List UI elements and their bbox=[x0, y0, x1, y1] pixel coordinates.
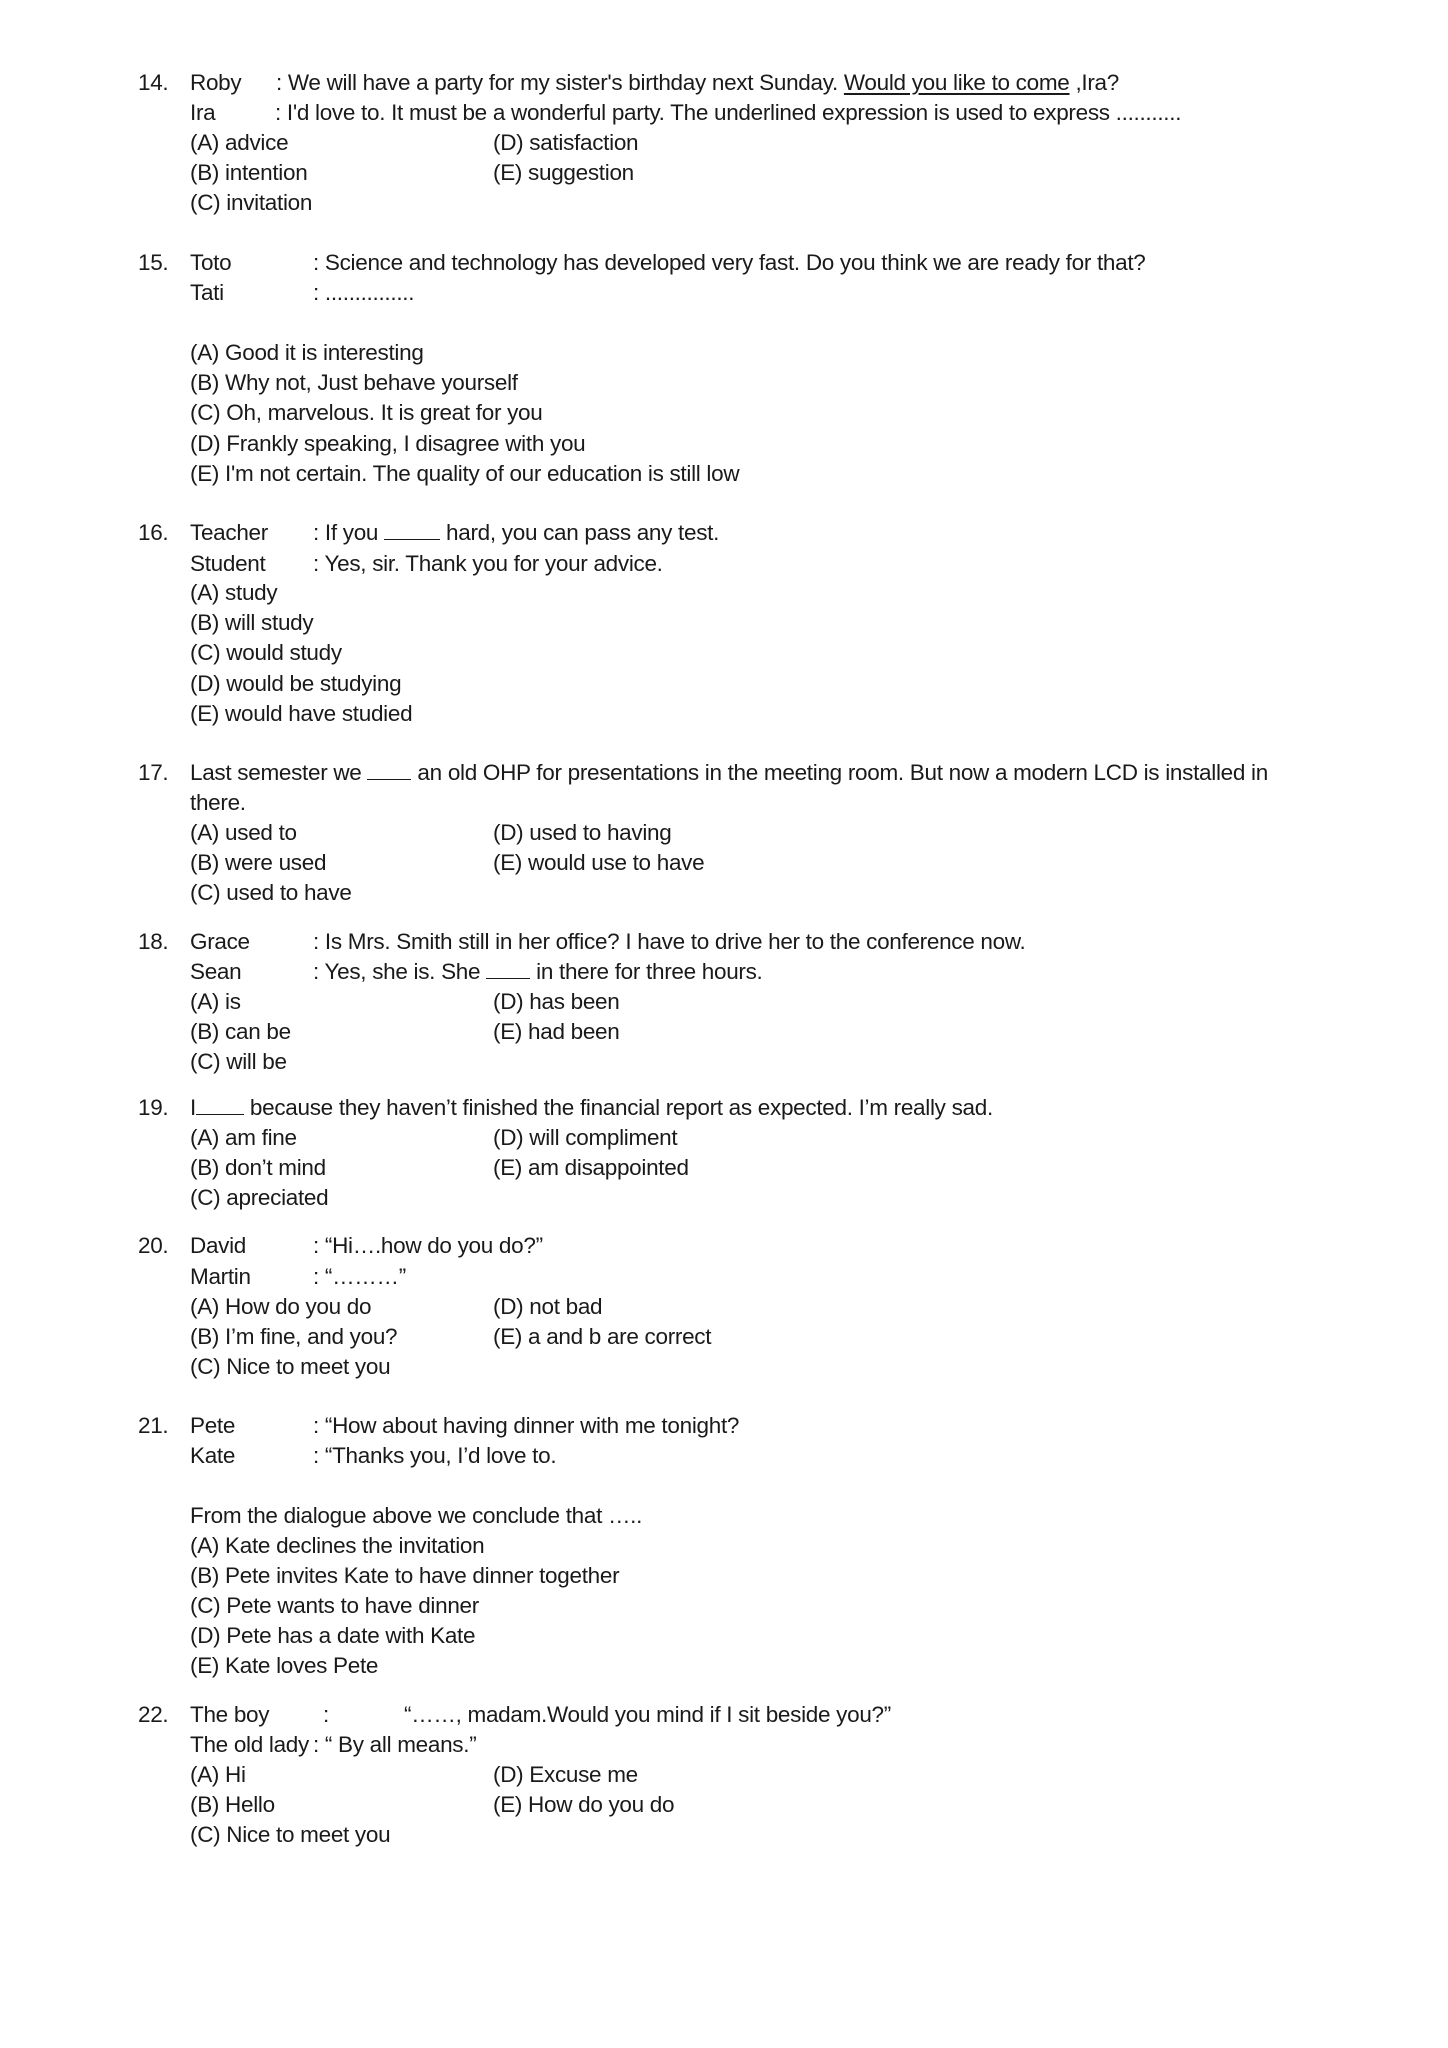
option-d: (D) used to having bbox=[493, 820, 672, 845]
text: because they haven’t finished the financial report as expected. I’m really sad. bbox=[243, 1095, 993, 1120]
text: : Yes, she is. She bbox=[313, 959, 487, 984]
option-e: (E) suggestion bbox=[493, 160, 634, 185]
dialogue-line-1 bbox=[276, 68, 1119, 98]
option-b: (B) Pete invites Kate to have dinner together bbox=[190, 1563, 620, 1588]
question-number: 17. bbox=[138, 760, 169, 785]
question-number: 21. bbox=[138, 1413, 169, 1438]
dialogue-line-2 bbox=[313, 957, 763, 987]
option-e: (E) a and b are correct bbox=[493, 1324, 712, 1349]
speaker-2: Student bbox=[190, 551, 266, 576]
option-b: (B) can be bbox=[190, 1019, 291, 1044]
option-b: (B) intention bbox=[190, 160, 308, 185]
question-text-line-2: there. bbox=[190, 790, 246, 815]
option-b: (B) Why not, Just behave yourself bbox=[190, 370, 518, 395]
option-d: (D) Excuse me bbox=[493, 1762, 638, 1787]
question-number: 20. bbox=[138, 1233, 169, 1258]
speaker-2: Ira bbox=[190, 100, 216, 125]
text: : If you bbox=[313, 520, 385, 545]
answer-blank bbox=[384, 519, 440, 540]
dialogue-line-2: : “………” bbox=[313, 1264, 406, 1289]
answer-blank bbox=[196, 1094, 244, 1115]
underlined-expression: Would you like to come bbox=[843, 70, 1070, 95]
question-number: 22. bbox=[138, 1702, 169, 1727]
dialogue-line-1: : “How about having dinner with me tonight? bbox=[313, 1413, 740, 1438]
option-a: (A) is bbox=[190, 989, 241, 1014]
option-c: (C) Nice to meet you bbox=[190, 1354, 391, 1379]
option-e: (E) How do you do bbox=[493, 1792, 675, 1817]
dialogue-line-2: : I'd love to. It must be a wonderful party. The underlined expression is used to express ........... bbox=[275, 100, 1182, 125]
speaker-1: Pete bbox=[190, 1413, 236, 1438]
option-c: (C) Pete wants to have dinner bbox=[190, 1593, 479, 1618]
question-text-line-1 bbox=[190, 758, 1268, 788]
option-c: (C) Nice to meet you bbox=[190, 1822, 391, 1847]
option-d: (D) will compliment bbox=[493, 1125, 678, 1150]
option-b: (B) were used bbox=[190, 850, 327, 875]
speaker-1: The boy bbox=[190, 1702, 270, 1727]
option-a: (A) Hi bbox=[190, 1762, 246, 1787]
option-b: (B) I’m fine, and you? bbox=[190, 1324, 398, 1349]
speaker-1: Teacher bbox=[190, 520, 268, 545]
text: Last semester we bbox=[190, 760, 368, 785]
option-b: (B) Hello bbox=[190, 1792, 275, 1817]
dialogue-line-1: : Science and technology has developed very fast. Do you think we are ready for that? bbox=[313, 250, 1146, 275]
dialogue-line-2: : ............... bbox=[313, 280, 415, 305]
dialogue-line-2: : “Thanks you, I’d love to. bbox=[313, 1443, 557, 1468]
dialogue-line-1: : Is Mrs. Smith still in her office? I have to drive her to the conference now. bbox=[313, 929, 1026, 954]
question-number: 19. bbox=[138, 1095, 169, 1120]
dialogue-line-1: “……, madam.Would you mind if I sit beside you?” bbox=[404, 1702, 891, 1727]
option-a: (A) Kate declines the invitation bbox=[190, 1533, 485, 1558]
speaker-1: David bbox=[190, 1233, 247, 1258]
speaker-2: Kate bbox=[190, 1443, 236, 1468]
text: hard, you can pass any test. bbox=[440, 520, 720, 545]
option-b: (B) will study bbox=[190, 610, 314, 635]
option-b: (B) don’t mind bbox=[190, 1155, 326, 1180]
option-e: (E) I'm not certain. The quality of our education is still low bbox=[190, 461, 740, 486]
text: an old OHP for presentations in the meeting room. But now a modern LCD is installed in bbox=[411, 760, 1268, 785]
speaker-1-colon: : bbox=[323, 1702, 329, 1727]
option-e: (E) would have studied bbox=[190, 701, 413, 726]
speaker-1: Toto bbox=[190, 250, 232, 275]
dialogue-line-1 bbox=[313, 518, 719, 548]
option-c: (C) invitation bbox=[190, 190, 313, 215]
option-d: (D) satisfaction bbox=[493, 130, 639, 155]
option-a: (A) advice bbox=[190, 130, 289, 155]
option-d: (D) Frankly speaking, I disagree with you bbox=[190, 431, 586, 456]
option-e: (E) would use to have bbox=[493, 850, 705, 875]
option-e: (E) Kate loves Pete bbox=[190, 1653, 379, 1678]
question-prompt: From the dialogue above we conclude that ….. bbox=[190, 1503, 643, 1528]
speaker-2: Sean bbox=[190, 959, 242, 984]
text: I bbox=[190, 1095, 196, 1120]
option-c: (C) will be bbox=[190, 1049, 287, 1074]
option-c: (C) used to have bbox=[190, 880, 352, 905]
dialogue-line-2: : “ By all means.” bbox=[313, 1732, 477, 1757]
option-e: (E) had been bbox=[493, 1019, 620, 1044]
option-d: (D) not bad bbox=[493, 1294, 603, 1319]
text: : We will have a party for my sister's birthday next Sunday. bbox=[276, 70, 844, 95]
option-d: (D) Pete has a date with Kate bbox=[190, 1623, 476, 1648]
answer-blank bbox=[486, 958, 530, 979]
speaker-1: Grace bbox=[190, 929, 250, 954]
option-c: (C) apreciated bbox=[190, 1185, 329, 1210]
option-e: (E) am disappointed bbox=[493, 1155, 689, 1180]
question-number: 14. bbox=[138, 70, 169, 95]
option-d: (D) has been bbox=[493, 989, 620, 1014]
option-a: (A) Good it is interesting bbox=[190, 340, 424, 365]
speaker-2: Tati bbox=[190, 280, 224, 305]
text: ,Ira? bbox=[1069, 70, 1119, 95]
option-a: (A) study bbox=[190, 580, 278, 605]
option-a: (A) used to bbox=[190, 820, 297, 845]
question-text bbox=[190, 1093, 993, 1123]
answer-blank bbox=[367, 759, 411, 780]
dialogue-line-1: : “Hi….how do you do?” bbox=[313, 1233, 543, 1258]
question-number: 18. bbox=[138, 929, 169, 954]
option-a: (A) How do you do bbox=[190, 1294, 372, 1319]
option-c: (C) would study bbox=[190, 640, 342, 665]
speaker-1: Roby bbox=[190, 70, 242, 95]
option-a: (A) am fine bbox=[190, 1125, 297, 1150]
speaker-2: Martin bbox=[190, 1264, 251, 1289]
option-c: (C) Oh, marvelous. It is great for you bbox=[190, 400, 543, 425]
dialogue-line-2: : Yes, sir. Thank you for your advice. bbox=[313, 551, 663, 576]
question-number: 15. bbox=[138, 250, 169, 275]
text: in there for three hours. bbox=[530, 959, 763, 984]
option-d: (D) would be studying bbox=[190, 671, 402, 696]
question-number: 16. bbox=[138, 520, 169, 545]
speaker-2: The old lady bbox=[190, 1732, 309, 1757]
